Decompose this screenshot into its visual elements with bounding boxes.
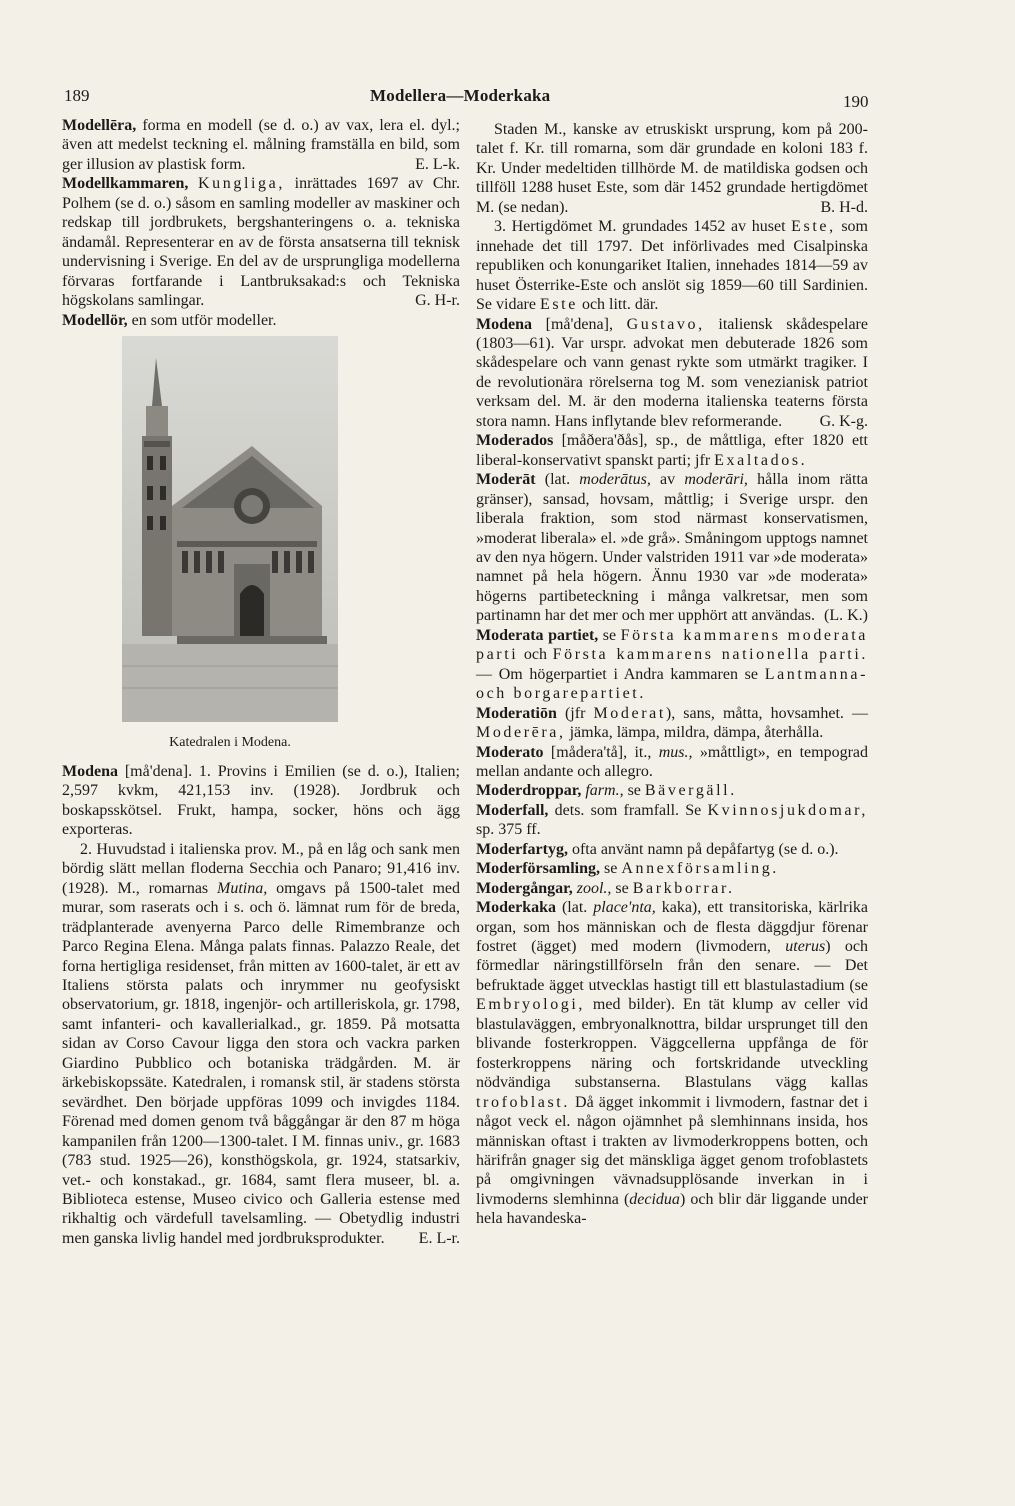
entry-moderfartyg — [476, 840, 868, 859]
headword: Modergångar, — [476, 879, 573, 897]
page-number-left: 189 — [64, 86, 90, 105]
entry-text: 3. Hertigdömet M. grundades 1452 av huset — [494, 218, 792, 236]
entry-text: se — [599, 860, 622, 878]
figure-caption: Katedralen i Modena. — [169, 734, 291, 750]
entry-text: ) och blir där liggande under hela havandeska- — [476, 1190, 868, 1228]
author-signature: B. H-d. — [820, 198, 868, 216]
headword: Moderato — [476, 743, 544, 761]
headword: Moderfall, — [476, 801, 549, 819]
entry-text: ) och förmedlar näringstillförseln från den senare. — Det befruktade ägget utvecklas hastigt till ett blastulastadium (se — [476, 938, 868, 994]
entry-text: som innehade det till 1797. Det införlivades med Cisalpinska republiken och konungariket Italien, innehades 1814—59 av huset Österrike-Este och anslöt sig 1859—60 till Sardinien. Se vidare — [476, 218, 869, 314]
entry-modena-history — [476, 120, 868, 217]
entry-moderata-partiet — [476, 626, 868, 704]
headword: Moderatiōn — [476, 704, 557, 722]
headword: Modellör, — [62, 311, 128, 329]
entry-text: dets. som framfall. Se — [548, 801, 708, 819]
spaced-text: Första kammarens nationella parti. — [552, 646, 868, 664]
spaced-text: Bävergäll. — [644, 782, 737, 800]
author-signature: (L. K.) — [824, 607, 868, 625]
entry-modena-gustavo — [476, 315, 868, 432]
spaced-text: Annexförsamling. — [621, 860, 779, 878]
cathedral-photo — [122, 336, 338, 722]
entry-modena-city — [62, 840, 460, 1249]
entry-moderdroppar — [476, 781, 868, 800]
headword: Moderados — [476, 432, 554, 450]
entry-modellor — [62, 311, 460, 330]
headword: Modellkammaren, — [62, 175, 189, 193]
entry-text: — Om högerpartiet i Andra kammaren se — [476, 665, 765, 683]
entry-modena-province — [62, 762, 460, 840]
spaced-text: Gustavo, — [626, 315, 705, 333]
spaced-text: Moderat — [593, 704, 666, 722]
entry-text: och litt. där. — [577, 296, 659, 314]
italic-text: moderāri, — [684, 471, 748, 489]
entry-text: inrättades 1697 av Chr. Polhem (se d. o.) såsom en samling modeller av maskiner och redskap till jordbrukets, bergshanteringens o. a. tekniska ändamål. Representerar en av de första ansatserna till teknisk undervisning i Sverige. En del av de ursprungliga modellerna förvaras fortfarande i Lantbruksakad:s och Tekniska högskolans samlingar. — [62, 175, 460, 310]
entry-modellera — [62, 116, 460, 174]
headword: Moderfartyg, — [476, 840, 568, 858]
entry-moderat — [476, 470, 868, 626]
spaced-text: Este — [539, 296, 578, 314]
italic-text: decidua — [629, 1190, 680, 1208]
entry-text: Staden M., kanske av etruskiskt ursprung, kom på 200-talet f. Kr. till romarna, som där grundade en koloni 183 f. Kr. Under medeltiden tillhörde M. de matildiska godsen och tillföll 1288 huset Este, som där 1452 grundade hertigdömet M. (se nedan). — [476, 121, 868, 216]
entry-moderforsamling — [476, 859, 868, 878]
author-signature: E. L-r. — [418, 1229, 460, 1247]
author-signature: E. L-k. — [415, 155, 460, 173]
entry-text: (lat. — [535, 471, 580, 489]
headword: Modena — [476, 315, 532, 333]
entry-text: ), sans, måtta, hovsamhet. — — [665, 704, 868, 722]
italic-text: Mutina, — [217, 879, 268, 897]
running-title: Modellera—Moderkaka — [370, 86, 551, 105]
spaced-text: Lantmanna- och borgarepartiet. — [476, 665, 868, 703]
entry-text: med bilder). En tät klump av celler vid blastulaväggen, embryonalknottra, bildar ursprunget till den blivande fosterkroppen. Väggcellerna uppfånga de för fosterkroppens näring och fortskridande utveckling nödvändiga substanserna. Blastulans vägg kallas — [476, 996, 868, 1092]
entry-text: av — [650, 471, 685, 489]
entry-moderfall — [476, 801, 868, 840]
page-number-right: 190 — [843, 92, 869, 111]
entry-text: kaka), ett transitoriska, kärlrika organ, som hos människan och de flesta däggdjur förenar fostret (ägget) med modern (livmodern, — [476, 899, 868, 956]
entry-text: [måderа'tå], it., — [543, 743, 659, 761]
entry-text: forma en modell (se d. o.) av vax, lera el. dyl.; även att medelst teckning el. målning framställa en bild, som ger illusion av plastisk form. — [62, 117, 460, 173]
entry-text: sp. 375 ff. — [476, 821, 541, 839]
right-column — [476, 120, 868, 1229]
entry-text: en som utför modeller. — [127, 311, 277, 329]
entry-modena-duchy — [476, 217, 868, 314]
headword: Modena — [62, 762, 118, 780]
entry-text: (jfr — [556, 704, 594, 722]
cathedral-figure — [122, 336, 338, 752]
entry-text: italiensk skådespelare (1803—61). Var urspr. advokat men debuterade 1826 som skådespelare och vann genast rykte som utmärkt tragiker. I de revolutionära rörelserna tog M. som venezianisk patriot verksam del. M. är den moderna italienska teaterns första stora namn. Hans inflytande blev reformerande. — [476, 315, 868, 430]
entry-text: se — [623, 782, 645, 800]
entry-moderation — [476, 704, 868, 743]
entry-text: [måðera'ðås], sp., de måttliga, efter 1820 ett liberal-konservativt spanskt parti; jfr — [476, 432, 868, 469]
entry-text: och — [518, 646, 553, 664]
headword: Moderdroppar, — [476, 782, 582, 800]
italic-text: mus., — [658, 743, 693, 761]
italic-text: moderātus, — [579, 471, 651, 489]
entry-text: [må'dena]. 1. Provins i Emilien (se d. o.), Italien; 2,597 kvkm, 421,153 inv. (1928). Jordbruk och boskapsskötsel. Frukt, hampa, socker, höns och ägg exporteras. — [62, 762, 460, 839]
spaced-text: Exaltados. — [714, 451, 808, 469]
spaced-text: Embryologi, — [476, 996, 586, 1014]
entry-moderkaka — [476, 898, 868, 1229]
italic-text: place'nta, — [593, 899, 656, 917]
italic-text: uterus — [785, 938, 826, 956]
entry-text: omgavs på 1500-talet med murar, som raserats och i s. och ö. lämnat rum för de breda, trädplanterade avenyerna Parco delle Rimembranze och Parco Regina Elena. Många palats finnas. Palazzo Reale, det forna hertigliga residenset, från mitten av 1600-talet, är ett av Italiens största palats och inrymmer nu geofysiskt observatorium, gr. 1818, ingenjör- och artilleriskola, gr. 1798, samt infanteri- och kavallerialkad., gr. 1859. På motsatta sidan av Corso Cavour ligga den stora och vackra parken Giardino Pubblico och botaniska trädgården. M. är ärkebiskopssäte. Katedralen, i romansk stil, är stadens största sevärdhet. Den började uppföras 1099 och invigdes 1184. Förenad med domen genom två båggångar är den 87 m höga kampanilen från 1200—1300-talet. I M. finnas univ., gr. 1683 (783 stud. 1925—26), konsthögskola, gr. 1924, statsarkiv, vet.- och konstakad., gr. 1684, samt flera museer, bl. a. Biblioteca estense, Museo civico och Galleria estense med rikhaltig och värdefull tavelsamling. — Obetydlig industri men ganska livlig handel med jordbruksprodukter. — [62, 879, 460, 1247]
spaced-text: Este, — [791, 218, 836, 236]
italic-text: zool., — [572, 879, 612, 897]
spaced-text: trofoblast. — [476, 1093, 570, 1111]
spaced-text: Första kammarens moderata parti — [476, 626, 868, 664]
entry-modergangar — [476, 879, 868, 898]
headword: Moderkaka — [476, 899, 556, 917]
entry-text: ofta använt namn på depåfartyg (se d. o.). — [567, 840, 839, 858]
spaced-text: Barkborrar. — [632, 879, 735, 897]
headword: Moderförsamling, — [476, 860, 600, 878]
entry-text: 2. Huvudstad i italienska prov. M., på en låg och sank men bördig slätt mellan floderna Secchia och Panaro; 91,416 inv. (1928). M., romarnas — [62, 840, 460, 897]
italic-text: farm., — [581, 782, 624, 800]
entry-text: se — [611, 879, 633, 897]
author-signature: G. H-r. — [415, 292, 460, 310]
entry-moderato — [476, 743, 868, 782]
entry-text: Då ägget inkommit i livmodern, fastnar det i något veck el. någon ojämnhet på slemhinnans insida, hos människan oftast i trakten av livmoderkroppens botten, och härifrån gnager sig det mänskliga ägget genom trofoblastets på omgivningen vävnadsupplösande inverkan in i livmoderns slemhinna ( — [476, 1093, 868, 1208]
author-signature: G. K-g. — [819, 412, 868, 430]
entry-text: [må'dena], — [532, 315, 627, 333]
entry-text: hålla inom rätta gränser), sansad, hovsam, måttlig; i Sverige urspr. den liberala fraktion, som stod närmast konservatismen, »moderat liberala» el. »de grå». Småningom upptogs namnet av den nya högern. Under valstriden 1911 var »de moderata» namnet på hela högern. Ännu 1930 var »de moderata» högerns partibeteckning i många valkretsar, men som partinamn har det mer och mer upphört att användas. — [476, 471, 868, 625]
entry-text: se — [598, 626, 621, 644]
headword: Moderāt — [476, 471, 536, 489]
spaced-text: Kungliga, — [198, 175, 285, 193]
left-column — [62, 116, 460, 1248]
headword: Modellēra, — [62, 117, 137, 134]
headword: Moderata partiet, — [476, 626, 599, 644]
entry-moderados — [476, 431, 868, 470]
entry-text: jämka, lämpa, mildra, dämpa, återhålla. — [565, 724, 824, 742]
cathedral-illustration — [122, 336, 338, 722]
entry-modellkammaren — [62, 174, 460, 310]
entry-text: »måttligt», en tempograd mellan andante och allegro. — [476, 743, 868, 780]
spaced-text: Moderēra, — [476, 724, 566, 742]
spaced-text: Kvinnosjukdomar, — [707, 801, 868, 819]
entry-text: (lat. — [556, 899, 594, 917]
